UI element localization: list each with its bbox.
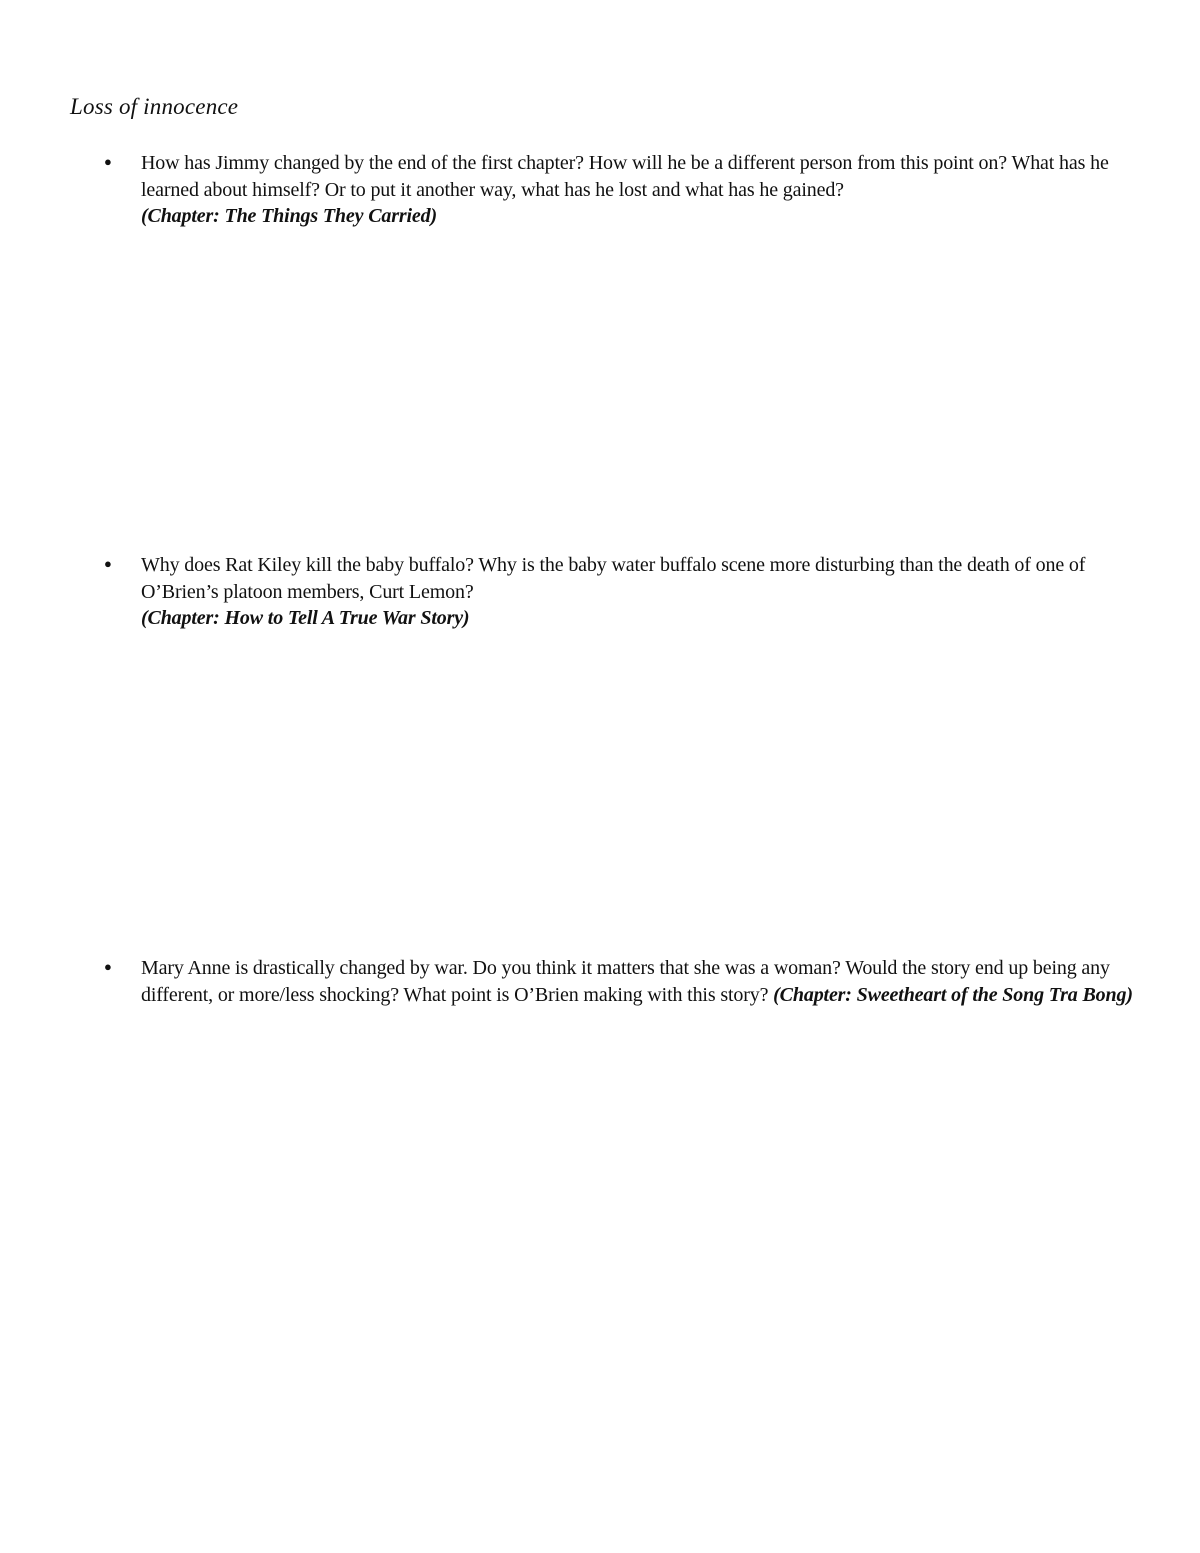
chapter-reference: (Chapter: Sweetheart of the Song Tra Bong)	[773, 983, 1133, 1006]
question-text: How has Jimmy changed by the end of the first chapter? How will he be a different person from this point on? What has he learned about himself? Or to put it another way, what has he lost and what has he gained?	[141, 152, 1109, 201]
chapter-reference: (Chapter: The Things They Carried)	[141, 205, 438, 227]
bullet-icon: ●	[104, 959, 112, 974]
question-item-2	[104, 552, 1134, 632]
question-item-1	[104, 150, 1134, 230]
question-text-block	[141, 552, 1134, 632]
chapter-reference: (Chapter: How to Tell A True War Story)	[141, 607, 470, 629]
section-heading: Loss of innocence	[70, 94, 239, 119]
question-text-block	[141, 150, 1134, 230]
question-item-3	[104, 955, 1134, 1008]
bullet-icon: ●	[104, 556, 112, 571]
question-text: Why does Rat Kiley kill the baby buffalo? Why is the baby water buffalo scene more disturbing than the death of one of O’Brien’s platoon members, Curt Lemon?	[141, 554, 1086, 603]
question-text: Mary Anne is drastically changed by war. Do you think it matters that she was a woman? Would the story end up being any different, or more/less shocking? What point is O’Brien making with this story?	[141, 957, 1110, 1006]
bullet-icon: ●	[104, 154, 112, 169]
question-text-block	[141, 955, 1134, 1008]
